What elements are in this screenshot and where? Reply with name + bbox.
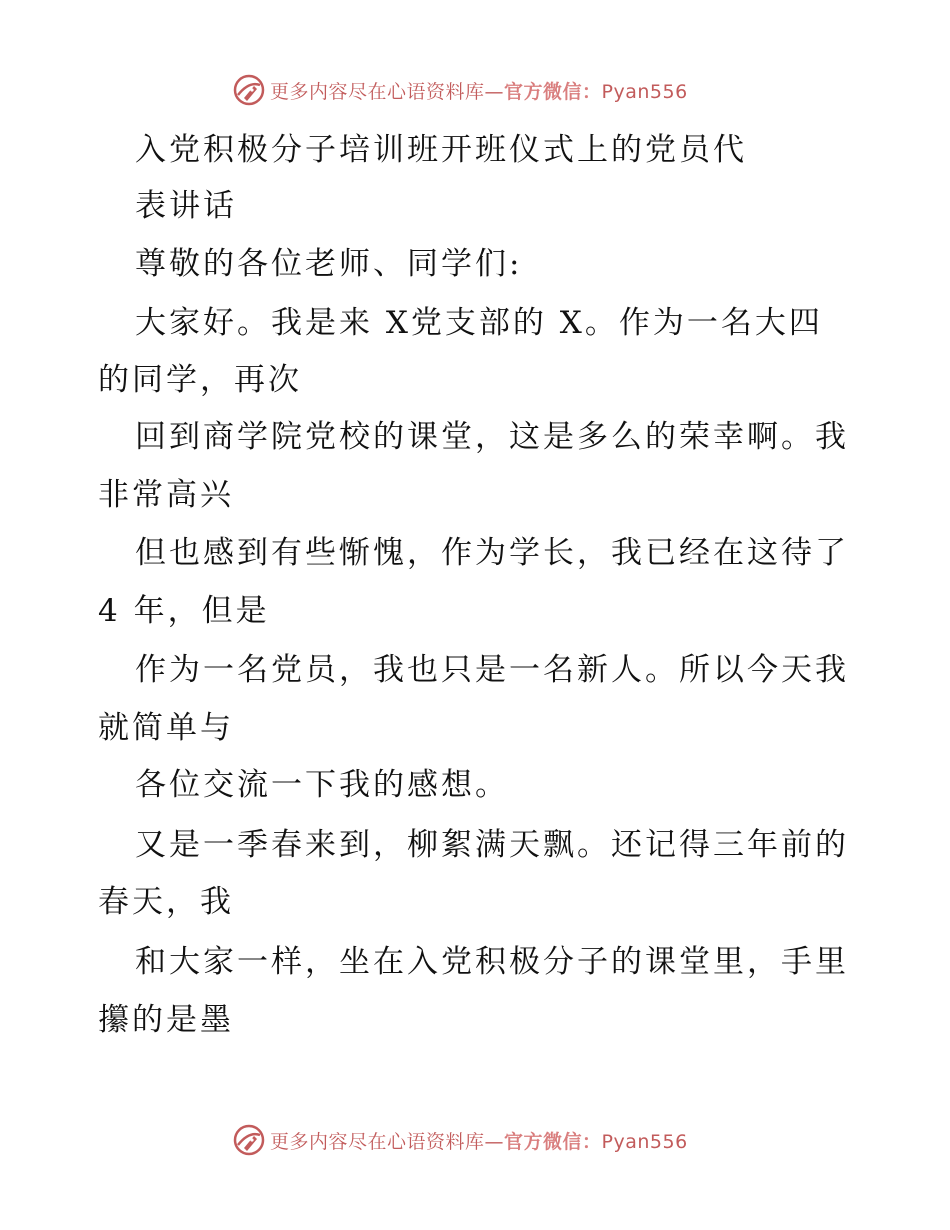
banner-wechat-id: Pyan556	[601, 1130, 688, 1153]
banner-site-text: 更多内容尽在心语资料库	[270, 1130, 485, 1153]
banner-text	[270, 77, 688, 104]
paragraph-line: 的同学，再次	[98, 362, 302, 398]
salutation: 尊敬的各位老师、同学们:	[135, 246, 523, 282]
banner-wechat-label: 官方微信：	[504, 80, 602, 103]
paragraph-line: 大家好。我是来 X党支部的 X。作为一名大四	[135, 305, 823, 341]
banner-dash: —	[484, 80, 505, 103]
paragraph-line: 作为一名党员，我也只是一名新人。所以今天我	[135, 652, 849, 688]
paragraph-line: 攥的是墨	[98, 1002, 234, 1038]
paragraph-line: 就简单与	[98, 710, 234, 746]
banner-site-text: 更多内容尽在心语资料库	[270, 80, 485, 103]
paragraph-line: 各位交流一下我的感想。	[135, 767, 509, 803]
header-watermark-banner	[232, 70, 752, 110]
footer-watermark-banner	[232, 1120, 752, 1160]
paragraph-line: 又是一季春来到，柳絮满天飘。还记得三年前的	[135, 827, 849, 863]
paragraph-line: 非常高兴	[98, 477, 234, 513]
document-title-line-2: 表讲话	[135, 188, 237, 224]
paragraph-line: 但也感到有些惭愧，作为学长，我已经在这待了	[135, 535, 849, 571]
banner-text	[270, 1127, 688, 1154]
document-title-line-1: 入党积极分子培训班开班仪式上的党员代	[135, 132, 747, 168]
banner-dash: —	[484, 1130, 505, 1153]
paragraph-line: 回到商学院党校的课堂，这是多么的荣幸啊。我	[135, 419, 849, 455]
paragraph-line: 和大家一样，坐在入党积极分子的课堂里，手里	[135, 944, 849, 980]
pen-nib-circle-icon	[232, 1123, 266, 1157]
paragraph-line: 4 年，但是	[98, 593, 270, 629]
banner-wechat-id: Pyan556	[601, 80, 688, 103]
pen-nib-circle-icon	[232, 73, 266, 107]
banner-wechat-label: 官方微信：	[504, 1130, 602, 1153]
paragraph-line: 春天，我	[98, 884, 234, 920]
